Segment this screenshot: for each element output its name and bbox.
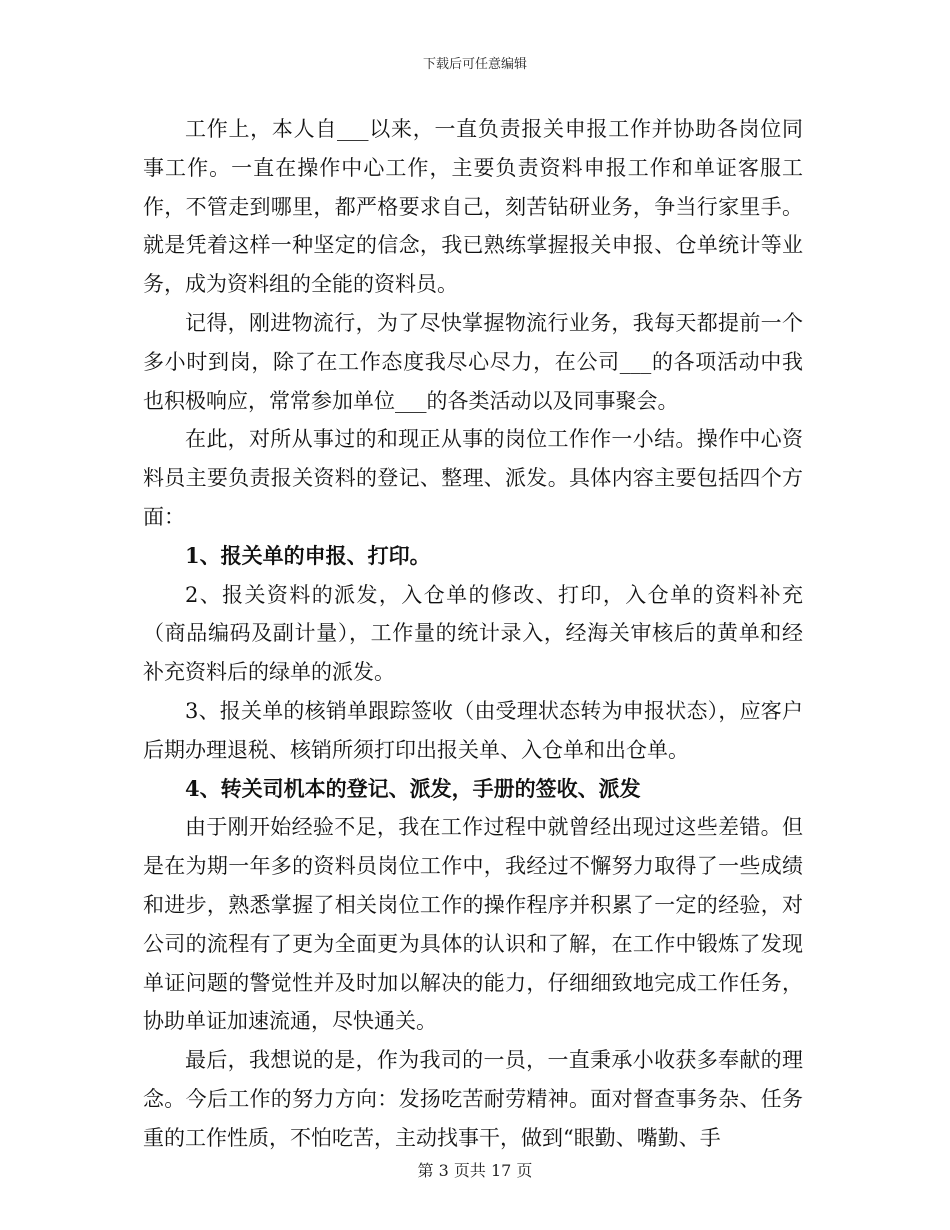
page-number: 第 3 页共 17 页 (417, 1161, 533, 1180)
document-body (143, 110, 803, 1158)
paragraph-recollection: 记得，刚进物流行，为了尽快掌握物流行业务，我每天都提前一个多小时到岗，除了在工作态度我尽心尽力，在公司___的各项活动中我也积极响应，常常参加单位___的各类活动以及同事聚会。 (143, 310, 803, 413)
paragraph-summary-intro: 在此，对所从事过的和现正从事的岗位工作作一小结。操作中心资料员主要负责报关资料的登记、整理、派发。具体内容主要包括四个方面： (143, 427, 803, 529)
paragraph-conclusion: 最后，我想说的是，作为我司的一员，一直秉承小收获多奉献的理念。今后工作的努力方向：发扬吃苦耐劳精神。面对督查事务杂、任务重的工作性质，不怕吃苦，主动找事干，做到“眼勤、嘴勤、手 (143, 1048, 803, 1150)
page-header: 下载后可任意编辑 (422, 57, 527, 72)
list-item-3: 3、报关单的核销单跟踪签收（由受理状态转为申报状态），应客户后期办理退税、核销所须打印出报关单、入仓单和出仓单。 (143, 698, 803, 762)
list-item-4: 4、转关司机本的登记、派发，手册的签收、派发 (185, 775, 641, 801)
paragraph-work-intro: 工作上，本人自___以来，一直负责报关申报工作并协助各岗位同事工作。一直在操作中心工作，主要负责资料申报工作和单证客服工作，不管走到哪里，都严格要求自己，刻苦钻研业务，争当行家里手。就是凭着这样一种坚定的信念，我已熟练掌握报关申报、仓单统计等业务，成为资料组的全能的资料员。 (143, 117, 803, 297)
paragraph-progress: 由于刚开始经验不足，我在工作过程中就曾经出现过这些差错。但是在为期一年多的资料员岗位工作中，我经过不懈努力取得了一些成绩和进步，熟悉掌握了相关岗位工作的操作程序并积累了一定的经验，对公司的流程有了更为全面更为具体的认识和了解，在工作中锻炼了发现单证问题的警觉性并及时加以解决的能力，仔细细致地完成工作任务，协助单证加速流通，尽快通关。 (143, 815, 803, 1034)
list-item-1: 1、报关单的申报、打印。 (185, 542, 431, 568)
list-item-2: 2、报关资料的派发，入仓单的修改、打印，入仓单的资料补充（商品编码及副计量），工作量的统计录入，经海关审核后的黄单和经补充资料后的绿单的派发。 (143, 582, 803, 685)
